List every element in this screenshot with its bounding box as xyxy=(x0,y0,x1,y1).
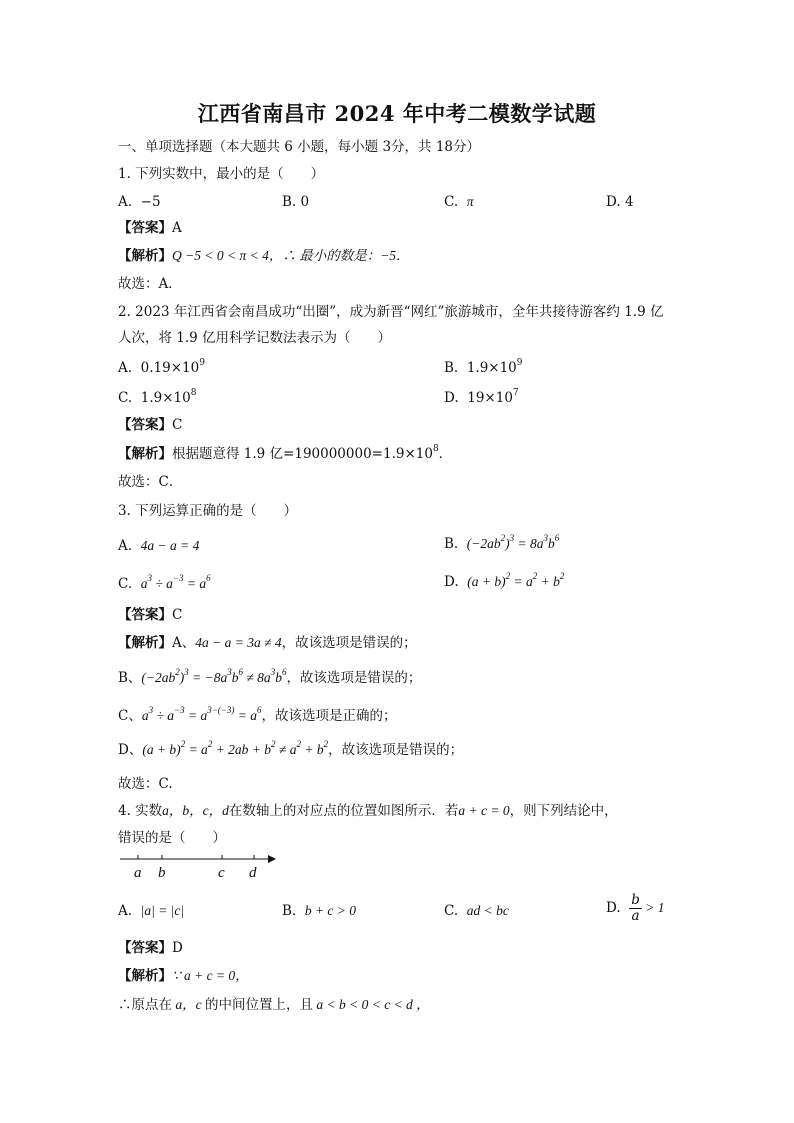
q2-answer: 【答案】C xyxy=(118,417,183,433)
q2-option-a: A. $0.19\times 10^9$ xyxy=(118,358,205,376)
axis-label-c: c xyxy=(218,865,225,881)
q4-option-c: C. ad < bc xyxy=(444,903,509,919)
q1-option-a: A. −5 xyxy=(118,194,161,210)
fraction-b-over-a: $\frac{b}{a}$ xyxy=(631,892,640,924)
q3-option-d: D. $(a + b)^2 = a^2 + b^2$ xyxy=(444,571,565,590)
q2-stem-line1: 2. 2023 年江西省会南昌成功“出圈”，成为新晋“网红”旅游城市，全年共接待游客约 1.9 亿 xyxy=(118,304,664,320)
q4-stem-line1: 4. 实数a，b，c，d在数轴上的对应点的位置如图所示．若a + c = 0，则下列结论中， xyxy=(118,803,618,819)
q2-option-b: B. $1.9\times 10^9$ xyxy=(444,358,523,376)
q3-option-b: B. $(-2ab^2)^3 = 8a^3b^6$ xyxy=(444,533,560,552)
q3-option-a: A. 4a − a = 4 xyxy=(118,538,200,554)
q4-option-a: A. |a| = |c| xyxy=(118,903,185,919)
number-line-arrow xyxy=(268,855,276,863)
q1-analysis: 【解析】Q −5 < 0 < π < 4，∴ 最小的数是：−5． xyxy=(118,248,410,264)
q1-option-b: B. 0 xyxy=(282,194,310,210)
section-heading: 一、单项选择题（本大题共 6 小题，每小题 3分，共 18分） xyxy=(118,139,481,155)
q3-analysis-c: C、$a^3 \div a^{-3} = a^{3-(-3)} = a^6$，故该选项是正确的； xyxy=(118,705,397,724)
q3-analysis-b: B、$(-2ab^2)^3 = -8a^3b^6 \ne 8a^3b^6$，故该选项是错误的； xyxy=(118,667,422,686)
q3-stem: 3. 下列运算正确的是（ ） xyxy=(118,503,298,519)
q2-stem-line2: 人次，将 1.9 亿用科学记数法表示为（ ） xyxy=(118,330,392,346)
q4-option-d: D. $\frac{b}{a}$ > 1 xyxy=(606,892,665,924)
axis-label-b: b xyxy=(158,865,166,881)
q1-stem: 1. 下列实数中，最小的是（ ） xyxy=(118,166,325,182)
q2-choose: 故选：C． xyxy=(118,474,183,490)
q2-option-d: D. $19\times 10^7$ xyxy=(444,388,519,406)
q1-option-c: C. π xyxy=(444,194,474,210)
q3-analysis-a: 【解析】A、4a − a = 3a ≠ 4，故该选项是错误的； xyxy=(118,635,417,651)
q4-analysis-line2: ∴原点在 a，c 的中间位置上，且 a < b < 0 < c < d ， xyxy=(118,997,430,1013)
q4-stem-line2: 错误的是（ ） xyxy=(118,830,226,846)
q2-option-c: C. $1.9\times 10^8$ xyxy=(118,388,197,406)
q4-answer: 【答案】D xyxy=(118,940,183,956)
q1-option-d: D. 4 xyxy=(606,194,634,210)
q3-choose: 故选：C. xyxy=(118,776,173,792)
q4-option-b: B. b + c > 0 xyxy=(282,903,357,919)
q3-answer: 【答案】C xyxy=(118,607,183,623)
axis-label-d: d xyxy=(249,865,257,881)
q4-analysis-line1: 【解析】∵ a + c = 0， xyxy=(118,968,249,984)
number-line-figure xyxy=(118,848,283,882)
axis-label-a: a xyxy=(134,865,142,881)
page-title: 江西省南昌市 2024 年中考二模数学试题 xyxy=(197,101,597,126)
q3-option-c: C. $a^3 \div a^{-3} = a^6$ xyxy=(118,573,211,592)
q1-answer: 【答案】A xyxy=(118,220,182,236)
q2-analysis: 【解析】根据题意得 1.9 亿$=190000000=1.9\times 10^8$． xyxy=(118,444,453,462)
q3-analysis-d: D、$(a + b)^2 = a^2 + 2ab + b^2 \ne a^2 + b^2$，故该选项是错误的； xyxy=(118,739,464,758)
q1-choose: 故选：A． xyxy=(118,276,182,292)
